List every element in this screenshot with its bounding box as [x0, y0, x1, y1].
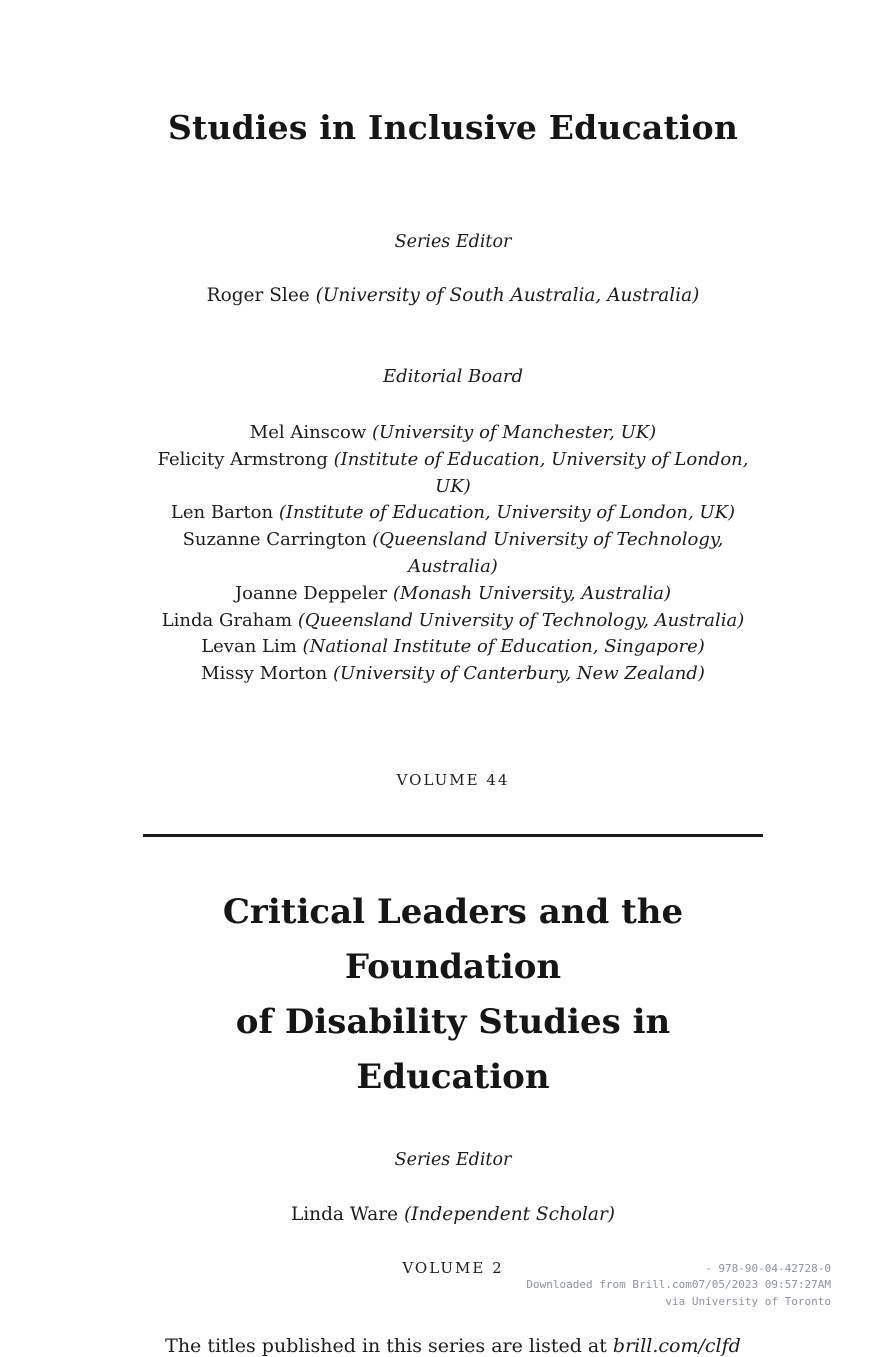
board-member-name: Linda Graham — [161, 609, 293, 631]
listing-note-url: brill.com/clfd — [612, 1334, 741, 1357]
book-editor-affiliation: (Independent Scholar) — [403, 1203, 616, 1225]
download-line: Downloaded from Brill.com07/05/2023 09:57:27AM — [526, 1278, 831, 1291]
board-member-name: Felicity Armstrong — [157, 448, 328, 470]
series-editor-affiliation: (University of South Australia, Australia) — [315, 285, 700, 306]
board-member-affiliation: (Queensland University of Technology, Australia) — [372, 529, 724, 577]
book-title-line-1: Critical Leaders and the Foundation — [222, 891, 684, 987]
board-member-affiliation: (Monash University, Australia) — [392, 582, 672, 604]
series-editor-label: Series Editor — [394, 232, 512, 252]
download-stamp — [526, 1261, 831, 1311]
board-member-affiliation: (University of Manchester, UK) — [371, 422, 657, 443]
board-member — [143, 661, 763, 688]
title-page-content — [143, 0, 763, 1357]
board-member-affiliation: (University of Canterbury, New Zealand) — [332, 663, 705, 685]
board-member-name: Len Barton — [170, 502, 274, 524]
editorial-board-label: Editorial Board — [383, 366, 523, 387]
board-member-name: Levan Lim — [201, 636, 297, 658]
board-member — [143, 581, 763, 608]
board-member-name: Mel Ainscow — [249, 422, 367, 443]
via-line: via University of Toronto — [665, 1294, 831, 1308]
board-member-affiliation: (Queensland University of Technology, Australia) — [297, 609, 745, 631]
board-member-name: Suzanne Carrington — [182, 529, 367, 551]
board-member — [143, 608, 763, 635]
book-volume-label: VOLUME 2 — [402, 1258, 504, 1277]
board-member-affiliation: (National Institute of Education, Singapore) — [302, 636, 705, 658]
series-title: Studies in Inclusive Education — [167, 108, 739, 147]
board-member — [143, 634, 763, 661]
board-member-affiliation: (Institute of Education, University of London, UK) — [333, 448, 749, 497]
listing-note-text: The titles published in this series are listed at — [165, 1334, 613, 1357]
book-editor-line — [143, 1204, 763, 1225]
board-member — [143, 447, 763, 501]
isbn-line: - 978-90-04-42728-0 — [705, 1261, 831, 1275]
board-member — [143, 527, 763, 581]
book-title-line-2: of Disability Studies in Education — [235, 1001, 671, 1097]
book-series-editor-label: Series Editor — [394, 1149, 512, 1170]
board-member-name: Joanne Deppeler — [234, 582, 388, 604]
series-editor-line — [143, 285, 763, 306]
book-title — [143, 885, 763, 1105]
board-member-affiliation: (Institute of Education, University of London, UK) — [278, 502, 736, 524]
section-divider — [143, 834, 763, 837]
board-member-name: Missy Morton — [201, 663, 328, 685]
editorial-board-list — [143, 420, 763, 688]
book-editor-name: Linda Ware — [290, 1203, 399, 1225]
series-volume-label: VOLUME 44 — [396, 770, 510, 789]
board-member — [143, 420, 763, 447]
board-member — [143, 500, 763, 527]
series-listing-note — [143, 1335, 763, 1357]
series-editor-name: Roger Slee — [206, 285, 310, 306]
